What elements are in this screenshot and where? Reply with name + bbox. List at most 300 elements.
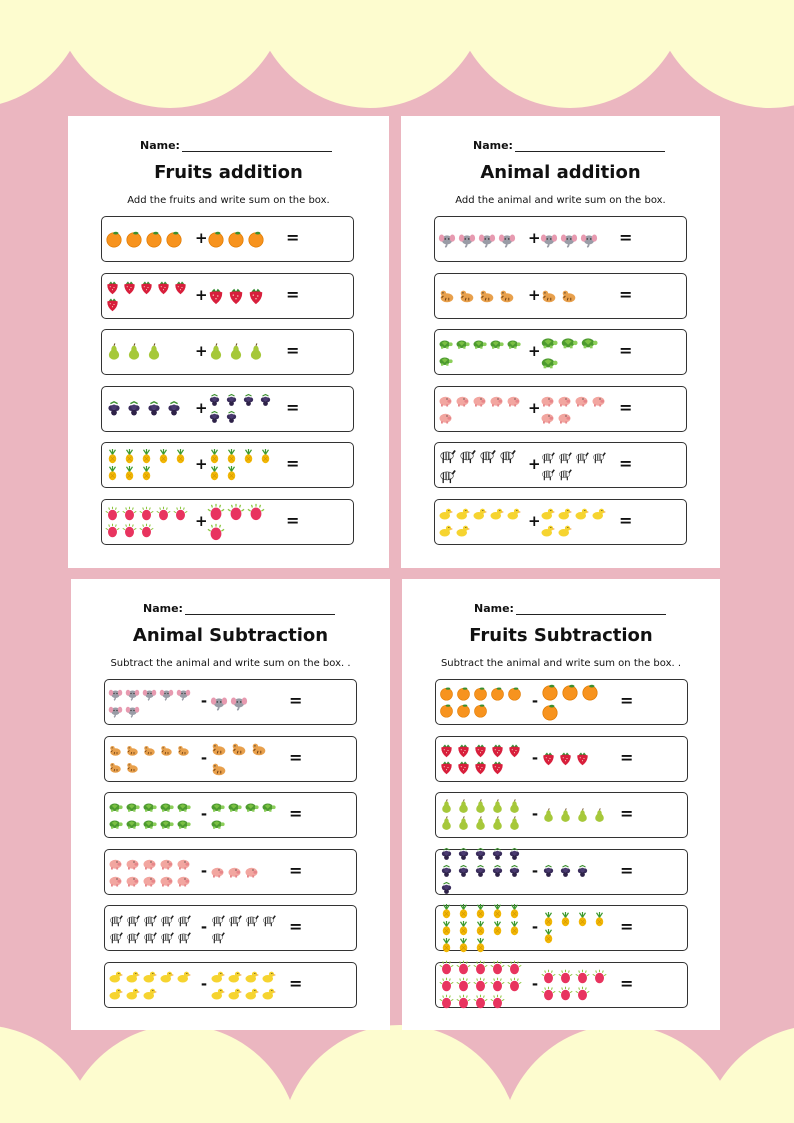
strawberry-icon [507,743,522,758]
dragonfruit-icon [122,523,137,538]
pear-icon [439,799,454,814]
elephant-icon [498,230,516,248]
pineapple-icon [490,921,505,936]
strawberry-icon [541,751,556,766]
pineapple-icon [456,921,471,936]
pear-icon [473,816,488,831]
dragonfruit-icon [473,977,488,992]
second-group [540,274,612,318]
zebra-icon [108,912,123,927]
orange-icon [105,230,123,248]
zebra-icon [540,466,555,481]
duck-icon [176,969,191,984]
tiger-icon [125,743,140,758]
pig-icon [210,864,225,879]
elephant-icon [230,693,248,711]
answer-box[interactable] [305,799,351,831]
dragonfruit-icon [105,506,120,521]
dragonfruit-icon [207,523,225,541]
blackberry-icon [456,847,471,862]
answer-box[interactable] [305,912,351,944]
problem-row [101,216,354,262]
name-label: Name: [140,139,180,152]
pig-icon [142,856,157,871]
answer-box[interactable] [635,393,681,425]
zebra-icon [142,912,157,927]
worksheet-instruction: Subtract the animal and write sum on the box. . [440,658,682,669]
pig-icon [591,393,606,408]
pear-icon [145,343,163,361]
answer-box[interactable] [636,856,682,888]
answer-box[interactable] [636,686,682,718]
orange-icon [125,230,143,248]
pineapple-icon [122,449,137,464]
worksheet-title: Fruits Subtraction [469,625,653,646]
dragonfruit-icon [207,503,225,521]
name-field[interactable] [473,139,665,152]
plus-sign: + [528,229,541,247]
turtle-icon [540,353,558,371]
pear-icon [105,343,123,361]
zebra-icon [478,446,496,464]
equals-sign: = [286,454,300,473]
tiger-icon [560,287,578,305]
answer-box[interactable] [635,449,681,481]
duck-icon [540,523,555,538]
zebra-icon [210,912,225,927]
equals-sign: = [619,341,633,360]
first-group [108,850,198,894]
minus-sign: - [531,805,539,823]
pineapple-icon [105,466,120,481]
worksheet-fruits-subtraction [402,579,720,1030]
pineapple-icon [575,912,590,927]
duck-icon [159,969,174,984]
pig-icon [125,856,140,871]
dragonfruit-icon [439,960,454,975]
minus-sign: - [531,748,539,767]
problem-row [435,905,688,951]
scallop-bottom [280,1025,520,1123]
tiger-icon [230,740,248,758]
pear-icon [490,799,505,814]
dragonfruit-icon [507,977,522,992]
pig-icon [472,393,487,408]
name-field[interactable] [143,602,335,615]
duck-icon [210,986,225,1001]
name-field[interactable] [140,139,332,152]
elephant-icon [210,693,228,711]
equals-sign: = [289,973,303,993]
blackberry-icon [439,864,454,879]
equals-sign: = [620,747,634,767]
pig-icon [438,393,453,408]
answer-box[interactable] [302,393,348,425]
plus-sign: + [195,398,208,417]
strawberry-icon [439,743,454,758]
answer-box[interactable] [636,743,682,775]
dragonfruit-icon [558,969,573,984]
blackberry-icon [575,864,590,879]
dragonfruit-icon [105,523,120,538]
answer-box[interactable] [305,969,351,1001]
strawberry-icon [105,297,120,312]
equals-sign: = [619,228,633,247]
blackberry-icon [145,400,163,418]
turtle-icon [142,816,157,831]
pear-icon [247,343,265,361]
answer-box[interactable] [302,280,348,312]
strawberry-icon [439,760,454,775]
second-group [207,217,279,261]
plus-sign: + [195,511,208,530]
second-group [540,330,612,374]
first-group [105,274,195,318]
first-group [105,387,195,431]
blackberry-icon [207,410,222,425]
zebra-icon [458,446,476,464]
equals-sign: = [620,917,634,936]
pig-icon [176,856,191,871]
dragonfruit-icon [507,960,522,975]
scallop-top [450,0,690,108]
zebra-icon [125,912,140,927]
turtle-icon [438,336,453,351]
pig-icon [125,873,140,888]
pineapple-icon [541,929,556,944]
strawberry-icon [122,280,137,295]
strawberry-icon [473,743,488,758]
name-blank-line[interactable] [515,139,665,152]
second-group [540,387,612,431]
blackberry-icon [258,393,273,408]
answer-box[interactable] [636,799,682,831]
tiger-icon [498,287,516,305]
blackberry-icon [105,400,123,418]
pineapple-icon [456,938,471,953]
pineapple-icon [224,466,239,481]
zebra-icon [591,449,606,464]
dragonfruit-icon [227,503,245,521]
turtle-icon [108,799,123,814]
orange-icon [581,683,599,701]
worksheet-title: Animal Subtraction [132,625,329,646]
answer-box[interactable] [635,506,681,538]
pineapple-icon [173,449,188,464]
pineapple-icon [207,449,222,464]
first-group [439,737,529,781]
problem-row [101,386,354,432]
tiger-icon [125,760,140,775]
answer-box[interactable] [305,856,351,888]
dragonfruit-icon [456,960,471,975]
tiger-icon [108,743,123,758]
tiger-icon [108,760,123,775]
scallop-top [250,0,490,108]
equals-sign: = [286,228,300,247]
answer-box[interactable] [302,223,348,255]
tiger-icon [250,740,268,758]
turtle-icon [506,336,521,351]
equals-sign: = [286,341,300,360]
zebra-icon [438,466,456,484]
answer-box[interactable] [302,449,348,481]
duck-icon [108,986,123,1001]
answer-box[interactable] [635,280,681,312]
turtle-icon [210,816,225,831]
pineapple-icon [439,921,454,936]
tiger-icon [478,287,496,305]
zebra-icon [176,912,191,927]
plus-sign: + [195,455,208,473]
duck-icon [557,506,572,521]
pineapple-icon [507,904,522,919]
problem-row [101,442,354,488]
zebra-icon [108,929,123,944]
pear-icon [227,343,245,361]
pig-icon [557,393,572,408]
strawberry-icon [473,760,488,775]
dragonfruit-icon [490,977,505,992]
dragonfruit-icon [247,503,265,521]
pineapple-icon [207,466,222,481]
plus-sign: + [195,285,208,304]
blackberry-icon [224,393,239,408]
dragonfruit-icon [173,506,188,521]
equals-sign: = [286,284,300,304]
turtle-icon [560,333,578,351]
problem-row [101,499,354,545]
turtle-icon [455,336,470,351]
turtle-icon [125,816,140,831]
dragonfruit-icon [456,994,471,1009]
blackberry-icon [125,400,143,418]
duck-icon [557,523,572,538]
dragonfruit-icon [439,977,454,992]
problem-row [104,736,357,782]
equals-sign: = [620,860,634,880]
answer-box[interactable] [305,743,351,775]
strawberry-icon [156,280,171,295]
answer-box[interactable] [302,336,348,368]
name-blank-line[interactable] [516,602,666,615]
worksheet-instruction: Add the fruits and write sum on the box. [127,195,330,206]
problem-row [434,216,687,262]
turtle-icon [438,353,453,368]
top-scallop-border [0,0,794,108]
zebra-icon [142,929,157,944]
answer-box[interactable] [302,506,348,538]
pig-icon [540,393,555,408]
name-label: Name: [143,602,183,615]
duck-icon [108,969,123,984]
pineapple-icon [139,466,154,481]
pear-icon [592,808,607,823]
pineapple-icon [258,449,273,464]
pineapple-icon [105,449,120,464]
scallop-top [50,0,290,108]
strawberry-icon [173,280,188,295]
duck-icon [472,506,487,521]
duck-icon [142,986,157,1001]
name-blank-line[interactable] [182,139,332,152]
orange-icon [145,230,163,248]
zebra-icon [261,912,276,927]
problem-row [104,905,357,951]
scallop-top [650,0,794,108]
problem-row [435,962,688,1008]
name-field[interactable] [474,602,666,615]
orange-icon [561,683,579,701]
pig-icon [142,873,157,888]
strawberry-icon [575,751,590,766]
orange-icon [227,230,245,248]
elephant-icon [108,703,123,718]
duck-icon [455,523,470,538]
second-group [210,680,282,724]
first-group [108,737,198,781]
strawberry-icon [456,760,471,775]
blackberry-icon [473,864,488,879]
second-group [207,274,279,318]
worksheet-animal-addition [401,116,720,568]
pear-icon [558,808,573,823]
blackberry-icon [473,847,488,862]
name-blank-line[interactable] [185,602,335,615]
pig-icon [489,393,504,408]
pig-icon [574,393,589,408]
minus-sign: - [531,974,539,993]
second-group [540,217,612,261]
problem-row [434,386,687,432]
orange-icon [456,686,471,701]
elephant-icon [159,686,174,701]
pineapple-icon [224,449,239,464]
elephant-icon [176,686,191,701]
orange-icon [439,703,454,718]
duck-icon [438,506,453,521]
name-label: Name: [473,139,513,152]
elephant-icon [458,230,476,248]
blackberry-icon [241,393,256,408]
zebra-icon [438,446,456,464]
duck-icon [244,969,259,984]
first-group [108,963,198,1007]
problem-row [435,792,688,838]
elephant-icon [142,686,157,701]
strawberry-icon [490,760,505,775]
pig-icon [108,856,123,871]
answer-box[interactable] [635,223,681,255]
duck-icon [261,969,276,984]
pineapple-icon [439,938,454,953]
plus-sign: + [528,511,541,530]
answer-box[interactable] [636,912,682,944]
pig-icon [108,873,123,888]
pig-icon [176,873,191,888]
tiger-icon [176,743,191,758]
equals-sign: = [619,454,633,473]
blackberry-icon [439,847,454,862]
duck-icon [455,506,470,521]
equals-sign: = [289,747,303,767]
second-group [207,387,279,431]
blackberry-icon [507,864,522,879]
equals-sign: = [286,510,300,530]
answer-box[interactable] [305,686,351,718]
worksheet-instruction: Subtract the animal and write sum on the box. . [110,658,351,669]
pig-icon [159,856,174,871]
problem-row [435,679,688,725]
problem-row [434,499,687,545]
duck-icon [227,986,242,1001]
orange-icon [473,703,488,718]
orange-icon [439,686,454,701]
pineapple-icon [507,921,522,936]
dragonfruit-icon [558,986,573,1001]
duck-icon [261,986,276,1001]
tiger-icon [210,760,228,778]
pear-icon [439,816,454,831]
first-group [108,680,198,724]
duck-icon [244,986,259,1001]
first-group [439,963,529,1007]
tiger-icon [438,287,456,305]
dragonfruit-icon [473,994,488,1009]
turtle-icon [244,799,259,814]
answer-box[interactable] [636,969,682,1001]
zebra-icon [176,929,191,944]
pear-icon [473,799,488,814]
pig-icon [159,873,174,888]
blackberry-icon [224,410,239,425]
second-group [540,500,612,544]
pineapple-icon [156,449,171,464]
strawberry-icon [558,751,573,766]
minus-sign: - [200,748,208,767]
tiger-icon [458,287,476,305]
first-group [439,793,529,837]
problem-row [434,442,687,488]
elephant-icon [540,230,558,248]
dragonfruit-icon [490,994,505,1009]
strawberry-icon [490,743,505,758]
pig-icon [540,410,555,425]
problem-row [104,792,357,838]
equals-sign: = [289,860,303,880]
dragonfruit-icon [541,986,556,1001]
pear-icon [507,816,522,831]
minus-sign: - [531,861,539,880]
first-group [438,387,528,431]
zebra-icon [227,912,242,927]
turtle-icon [540,333,558,351]
equals-sign: = [620,973,634,993]
plus-sign: + [195,229,208,247]
answer-box[interactable] [635,336,681,368]
duck-icon [489,506,504,521]
duck-icon [227,969,242,984]
pineapple-icon [439,904,454,919]
zebra-icon [540,449,555,464]
zebra-icon [557,449,572,464]
second-group [541,963,613,1007]
scallop-bottom [60,1025,300,1123]
turtle-icon [210,799,225,814]
first-group [108,906,198,950]
blackberry-icon [207,393,222,408]
blackberry-icon [490,847,505,862]
